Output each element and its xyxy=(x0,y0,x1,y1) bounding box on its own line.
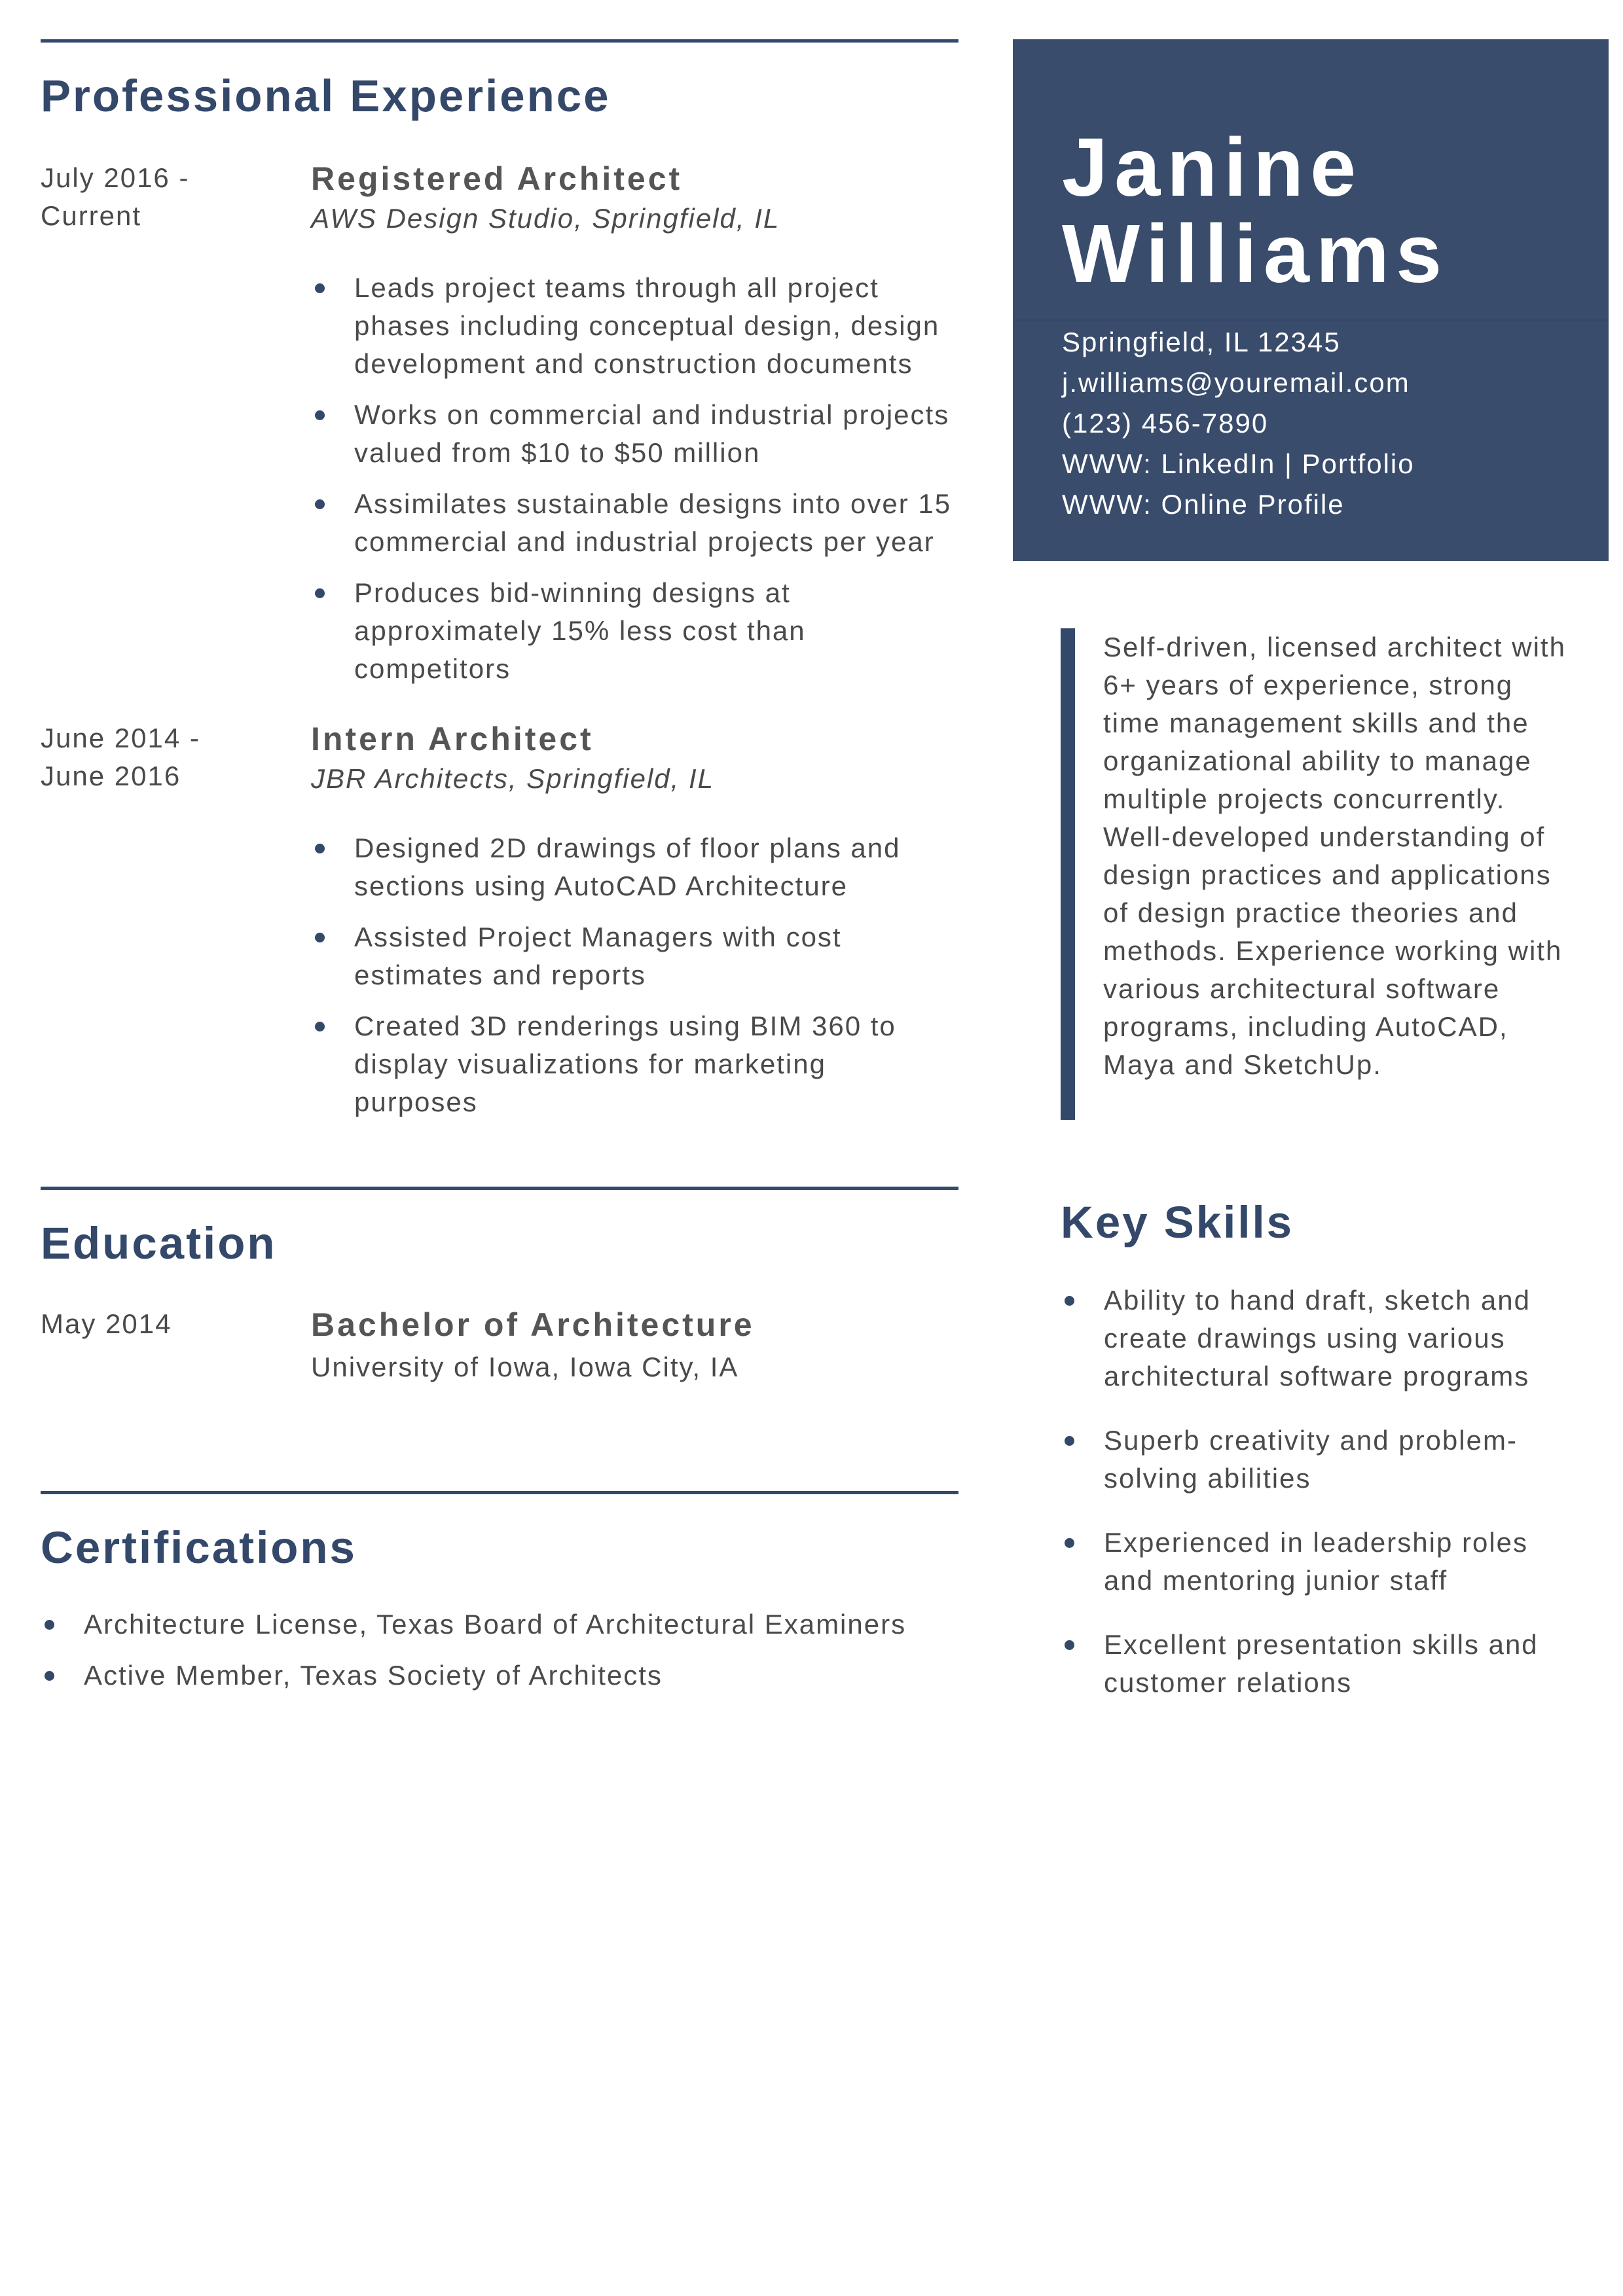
skill-text: Superb creativity and problem-solving abilities xyxy=(1104,1424,1518,1494)
job-date xyxy=(41,159,276,235)
job-title: Intern Architect xyxy=(311,720,594,757)
bullet-dot-icon xyxy=(1065,1436,1074,1446)
bullet-dot-icon xyxy=(45,1671,54,1681)
list-item xyxy=(1061,1422,1578,1498)
list-item xyxy=(311,269,958,383)
degree-title: Bachelor of Architecture xyxy=(311,1306,755,1343)
bullet-text: Designed 2D drawings of floor plans and sections using AutoCAD Architecture xyxy=(354,832,901,901)
bullet-dot-icon xyxy=(1065,1640,1074,1650)
job-date-end: June 2016 xyxy=(41,760,181,791)
list-item xyxy=(1061,1524,1578,1600)
summary-text: Self-driven, licensed architect with 6+ years of experience, strong time management skills and the organizational ability to manage multiple projects concurrently. Well-developed understanding of design practices and applications of design practice theories and methods. Experience working with various architectural software programs, including AutoCAD, Maya and SketchUp. xyxy=(1103,632,1566,1080)
bullet-dot-icon xyxy=(315,933,325,942)
bullet-text: Produces bid-winning designs at approximately 15% less cost than competitors xyxy=(354,577,806,684)
skills-section xyxy=(1061,1198,1578,1728)
list-item xyxy=(311,485,958,561)
list-item xyxy=(311,1007,958,1121)
list-item xyxy=(311,574,958,688)
job-date-start: June 2014 - xyxy=(41,722,200,753)
certifications-heading: Certifications xyxy=(41,1522,357,1573)
education-body xyxy=(311,1305,958,1386)
job-company: AWS Design Studio, Springfield, IL xyxy=(311,202,780,234)
job-bullets xyxy=(311,269,958,688)
skills-heading: Key Skills xyxy=(1061,1197,1294,1247)
list-item xyxy=(1061,1626,1578,1702)
bullet-dot-icon xyxy=(45,1620,54,1630)
contact-info xyxy=(1062,322,1415,525)
bullet-dot-icon xyxy=(315,410,325,420)
bullet-text: Assimilates sustainable designs into over 15 commercial and industrial projects per year xyxy=(354,488,952,557)
contact-email[interactable]: j.williams@youremail.com xyxy=(1062,367,1410,398)
job-date xyxy=(41,719,276,795)
bullet-text: Assisted Project Managers with cost estimates and reports xyxy=(354,921,842,990)
job-bullets xyxy=(311,829,958,1121)
list-item xyxy=(41,1605,958,1643)
header-divider xyxy=(1013,319,1609,321)
list-item xyxy=(41,1657,958,1695)
last-name: Williams xyxy=(1062,207,1449,300)
candidate-name xyxy=(1062,121,1449,300)
list-item xyxy=(1061,1282,1578,1395)
bullet-dot-icon xyxy=(1065,1538,1074,1548)
name-contact-panel xyxy=(1013,39,1609,561)
bullet-dot-icon xyxy=(315,844,325,853)
list-item xyxy=(311,396,958,472)
experience-heading: Professional Experience xyxy=(41,71,611,121)
skill-text: Ability to hand draft, sketch and create drawings using various architectural software programs xyxy=(1104,1284,1531,1391)
certifications-list xyxy=(41,1605,958,1695)
education-entry xyxy=(41,1305,958,1386)
contact-links[interactable]: WWW: LinkedIn | Portfolio xyxy=(1062,448,1415,479)
summary-section xyxy=(1061,628,1571,1084)
job-date-end: Current xyxy=(41,200,142,231)
first-name: Janine xyxy=(1062,121,1363,213)
list-item xyxy=(311,829,958,905)
certification-text: Architecture License, Texas Board of Architectural Examiners xyxy=(84,1608,907,1640)
contact-profile-link[interactable]: WWW: Online Profile xyxy=(1062,489,1345,520)
bullet-dot-icon xyxy=(315,283,325,293)
job-body xyxy=(311,159,958,688)
bullet-dot-icon xyxy=(315,499,325,509)
section-divider xyxy=(41,39,958,43)
education-date: May 2014 xyxy=(41,1308,172,1339)
section-divider xyxy=(41,1187,958,1190)
job-date-start: July 2016 - xyxy=(41,162,190,193)
job-entry xyxy=(41,159,958,688)
education-heading: Education xyxy=(41,1217,277,1268)
skill-text: Experienced in leadership roles and mentoring junior staff xyxy=(1104,1526,1529,1596)
job-entry xyxy=(41,719,958,1121)
school-name: University of Iowa, Iowa City, IA xyxy=(311,1351,739,1382)
bullet-dot-icon xyxy=(315,588,325,598)
job-company: JBR Architects, Springfield, IL xyxy=(311,762,714,794)
bullet-text: Leads project teams through all project phases including conceptual design, design development and construction documents xyxy=(354,272,940,379)
skill-text: Excellent presentation skills and customer relations xyxy=(1104,1628,1539,1698)
list-item xyxy=(311,918,958,994)
section-divider xyxy=(41,1491,958,1494)
bullet-text: Created 3D renderings using BIM 360 to display visualizations for marketing purposes xyxy=(354,1010,896,1117)
contact-phone: (123) 456-7890 xyxy=(1062,408,1269,439)
bullet-dot-icon xyxy=(1065,1296,1074,1306)
certification-text: Active Member, Texas Society of Architects xyxy=(84,1659,663,1691)
left-column xyxy=(41,39,958,1708)
job-title: Registered Architect xyxy=(311,160,683,197)
skills-list xyxy=(1061,1282,1578,1702)
bullet-dot-icon xyxy=(315,1022,325,1031)
job-body xyxy=(311,719,958,1121)
contact-address: Springfield, IL 12345 xyxy=(1062,327,1341,357)
summary-accent-bar xyxy=(1061,628,1075,1120)
bullet-text: Works on commercial and industrial projects valued from $10 to $50 million xyxy=(354,399,950,468)
